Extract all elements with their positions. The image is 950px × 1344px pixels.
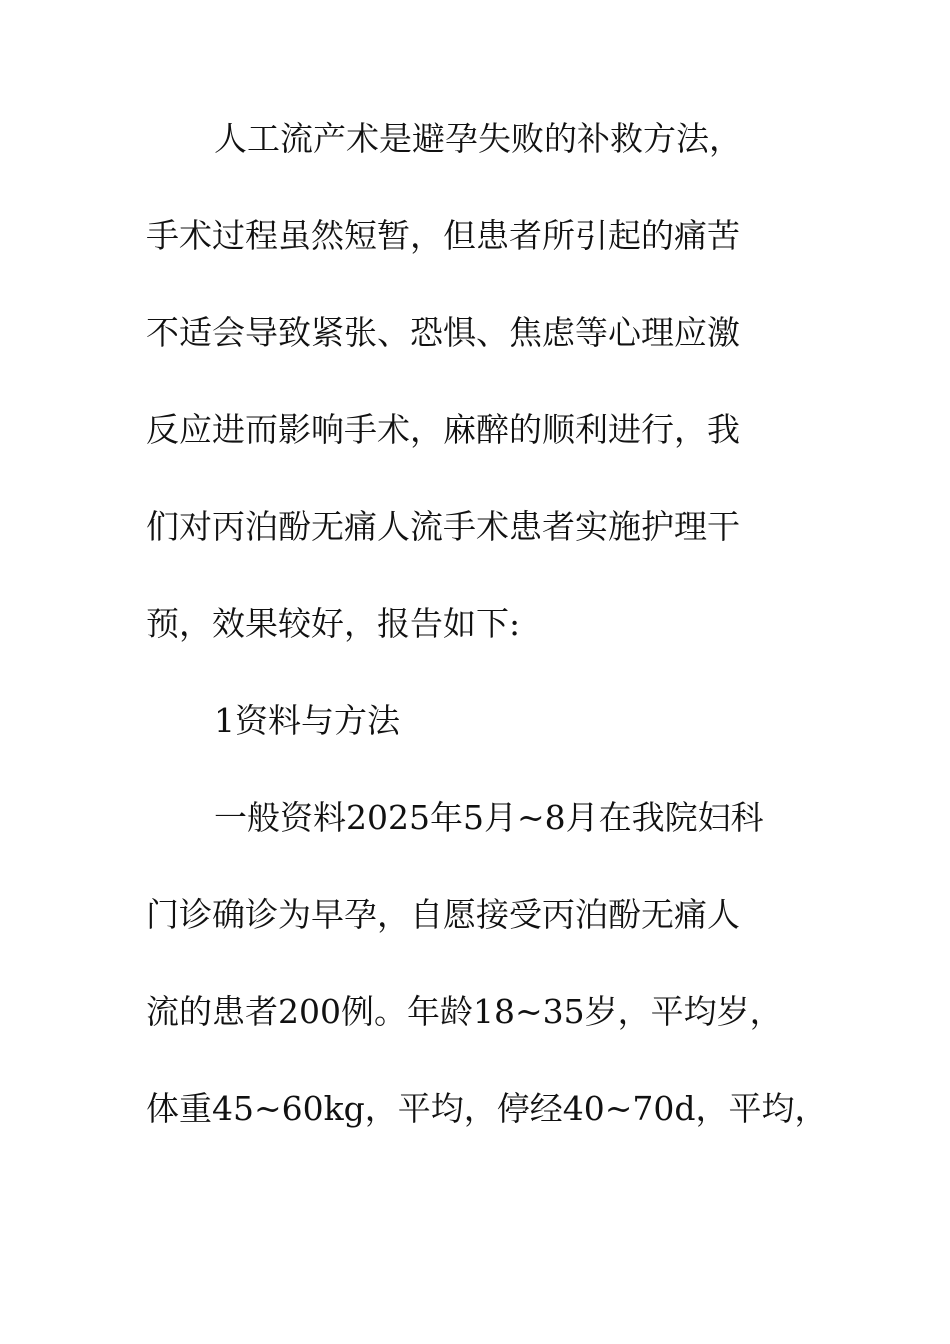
paragraph-line: 体重45~60kg，平均，停经40~70d，平均， bbox=[146, 1089, 828, 1128]
paragraph-line: 人工流产术是避孕失败的补救方法， bbox=[214, 119, 742, 158]
body-text bbox=[146, 119, 828, 1189]
paragraph-line: 手术过程虽然短暂，但患者所引起的痛苦 bbox=[146, 216, 740, 255]
paragraph-line: 反应进而影响手术，麻醉的顺利进行，我 bbox=[146, 410, 740, 449]
paragraph-line: 预，效果较好，报告如下: bbox=[146, 604, 521, 643]
paragraph-line: 们对丙泊酚无痛人流手术患者实施护理干 bbox=[146, 507, 740, 546]
paragraph-line: 流的患者200例。年龄18~35岁，平均岁， bbox=[146, 992, 783, 1031]
paragraph-line: 一般资料2025年5月~8月在我院妇科 bbox=[214, 798, 764, 837]
paragraph-line: 不适会导致紧张、恐惧、焦虑等心理应激 bbox=[146, 313, 740, 352]
section-heading: 1资料与方法 bbox=[214, 701, 400, 740]
paragraph-line: 门诊确诊为早孕，自愿接受丙泊酚无痛人 bbox=[146, 895, 740, 934]
